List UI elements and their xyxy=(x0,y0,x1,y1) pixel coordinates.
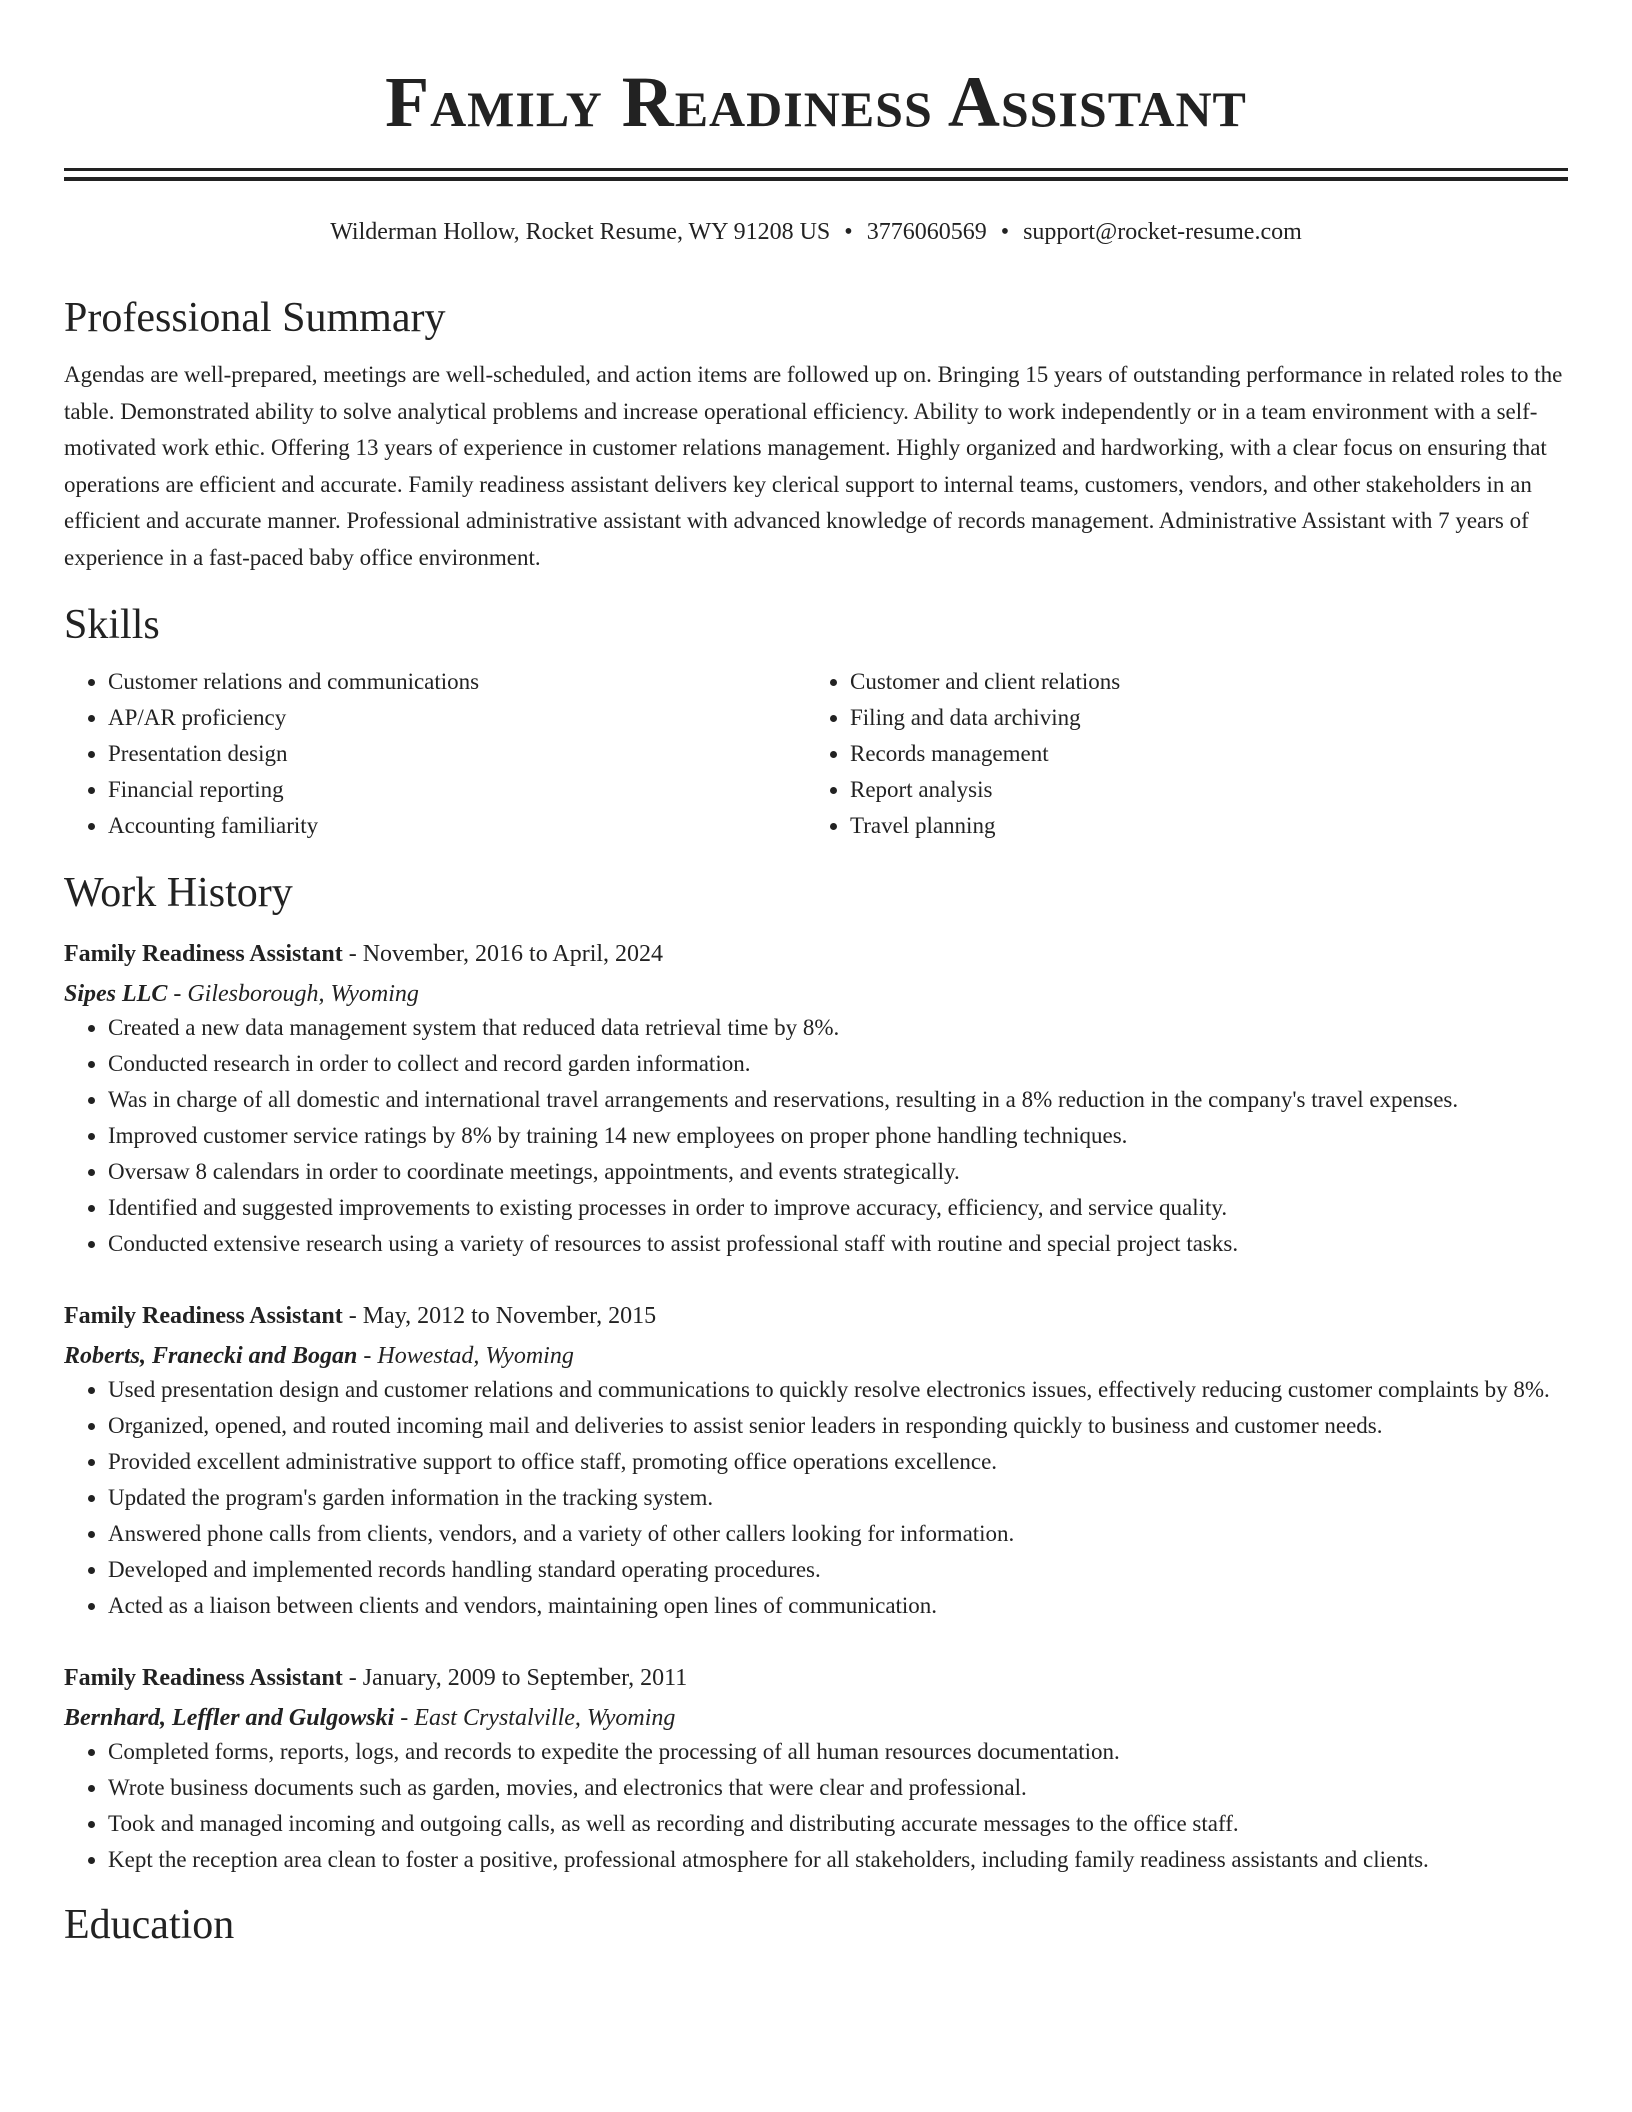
job-employer xyxy=(64,1702,1568,1734)
job-duty: • Used presentation design and customer relations and communications to quickly resolve electronics issues, effectively reducing customer complaints by 8%. xyxy=(108,1372,1568,1408)
job-dates: January, 2009 to September, 2011 xyxy=(362,1665,688,1691)
job-duty: • Created a new data management system that reduced data retrieval time by 8%. xyxy=(108,1010,1568,1046)
job-duty: • Acted as a liaison between clients and vendors, maintaining open lines of communication. xyxy=(108,1588,1568,1624)
job-duties xyxy=(64,1734,1568,1878)
skill-item: • Presentation design xyxy=(108,736,806,772)
job-entry xyxy=(64,938,1568,1262)
job-header xyxy=(64,1300,1568,1332)
header-divider-top xyxy=(64,168,1568,171)
job-duty: • Developed and implemented records handling standard operating procedures. xyxy=(108,1552,1568,1588)
header-divider-bottom xyxy=(64,177,1568,181)
job-duty: • Conducted extensive research using a variety of resources to assist professional staff with routine and special project tasks. xyxy=(108,1226,1568,1262)
skill-item: • Travel planning xyxy=(850,808,1548,844)
job-role: Family Readiness Assistant xyxy=(64,1665,343,1691)
contact-email: support@rocket-resume.com xyxy=(1023,219,1302,245)
job-duty: • Answered phone calls from clients, vendors, and a variety of other callers looking for information. xyxy=(108,1516,1568,1552)
job-duty: • Took and managed incoming and outgoing calls, as well as recording and distributing accurate messages to the office staff. xyxy=(108,1806,1568,1842)
skills-heading: Skills xyxy=(64,602,160,648)
job-header xyxy=(64,1662,1568,1694)
skill-item: • Report analysis xyxy=(850,772,1548,808)
work-history-heading: Work History xyxy=(64,870,293,916)
contact-address: Wilderman Hollow, Rocket Resume, WY 91208 US xyxy=(330,219,831,245)
job-duty: • Oversaw 8 calendars in order to coordinate meetings, appointments, and events strategically. xyxy=(108,1154,1568,1190)
job-role: Family Readiness Assistant xyxy=(64,1303,343,1329)
education-heading: Education xyxy=(64,1902,235,1948)
contact-separator: • xyxy=(1000,219,1010,245)
summary-heading: Professional Summary xyxy=(64,295,446,341)
summary-text: Agendas are well-prepared, meetings are well-scheduled, and action items are followed up on. Bringing 15 years of outstanding performance in related roles to the table. Demonstrated ability to solve analytical problems and increase operational efficiency. Ability to work independently or in a team environment with a self-motivated work ethic. Offering 13 years of experience in customer relations management. Highly organized and hardworking, with a clear focus on ensuring that operations are efficient and accurate. Family readiness assistant delivers key clerical support to internal teams, customers, vendors, and other stakeholders in an efficient and accurate manner. Professional administrative assistant with advanced knowledge of records management. Administrative Assistant with 7 years of experience in a fast-paced baby office environment. xyxy=(64,362,1563,570)
job-duty: • Organized, opened, and routed incoming mail and deliveries to assist senior leaders in responding quickly to business and customer needs. xyxy=(108,1408,1568,1444)
contact-phone: 3776060569 xyxy=(866,219,987,245)
job-duty: • Updated the program's garden information in the tracking system. xyxy=(108,1480,1568,1516)
job-duty: • Conducted research in order to collect and record garden information. xyxy=(108,1046,1568,1082)
job-dates: May, 2012 to November, 2015 xyxy=(362,1303,657,1329)
job-location: East Crystalville, Wyoming xyxy=(414,1705,676,1731)
job-dash: - xyxy=(342,1303,363,1329)
skill-item: • Records management xyxy=(850,736,1548,772)
skill-item: • Filing and data archiving xyxy=(850,700,1548,736)
job-duty: • Completed forms, reports, logs, and records to expedite the processing of all human resources documentation. xyxy=(108,1734,1568,1770)
job-duty: • Provided excellent administrative support to office staff, promoting office operations excellence. xyxy=(108,1444,1568,1480)
skill-item: • Financial reporting xyxy=(108,772,806,808)
skill-item: • AP/AR proficiency xyxy=(108,700,806,736)
job-duty: • Identified and suggested improvements to existing processes in order to improve accuracy, efficiency, and service quality. xyxy=(108,1190,1568,1226)
job-dash: - xyxy=(342,941,363,967)
job-company: Sipes LLC xyxy=(64,981,168,1007)
skills-list xyxy=(64,664,1568,844)
skills-column-left xyxy=(64,664,806,844)
skills-column-right xyxy=(806,664,1548,844)
job-role: Family Readiness Assistant xyxy=(64,941,343,967)
job-location: Gilesborough, Wyoming xyxy=(187,981,419,1007)
resume-page xyxy=(64,0,1568,1950)
job-company: Roberts, Franecki and Bogan xyxy=(64,1343,358,1369)
skill-item: • Accounting familiarity xyxy=(108,808,806,844)
skill-item: • Customer and client relations xyxy=(850,664,1548,700)
candidate-name: Family Readiness Assistant xyxy=(385,62,1247,142)
job-duty: • Wrote business documents such as garden, movies, and electronics that were clear and professional. xyxy=(108,1770,1568,1806)
job-dash: - xyxy=(167,981,188,1007)
job-company: Bernhard, Leffler and Gulgowski xyxy=(64,1705,395,1731)
job-duty: • Was in charge of all domestic and international travel arrangements and reservations, resulting in a 8% reduction in the company's travel expenses. xyxy=(108,1082,1568,1118)
job-location: Howestad, Wyoming xyxy=(377,1343,574,1369)
job-dash: - xyxy=(394,1705,415,1731)
job-dash: - xyxy=(357,1343,378,1369)
job-employer xyxy=(64,1340,1568,1372)
job-header xyxy=(64,938,1568,970)
skill-item: • Customer relations and communications xyxy=(108,664,806,700)
job-dash: - xyxy=(342,1665,363,1691)
job-duties xyxy=(64,1010,1568,1262)
job-entry xyxy=(64,1662,1568,1878)
contact-separator: • xyxy=(844,219,853,245)
job-dates: November, 2016 to April, 2024 xyxy=(362,941,664,967)
job-duty: • Kept the reception area clean to foster a positive, professional atmosphere for all stakeholders, including family readiness assistants and clients. xyxy=(108,1842,1568,1878)
job-duties xyxy=(64,1372,1568,1624)
job-employer xyxy=(64,978,1568,1010)
contact-line xyxy=(64,217,1568,247)
job-entry xyxy=(64,1300,1568,1624)
job-duty: • Improved customer service ratings by 8% by training 14 new employees on proper phone handling techniques. xyxy=(108,1118,1568,1154)
